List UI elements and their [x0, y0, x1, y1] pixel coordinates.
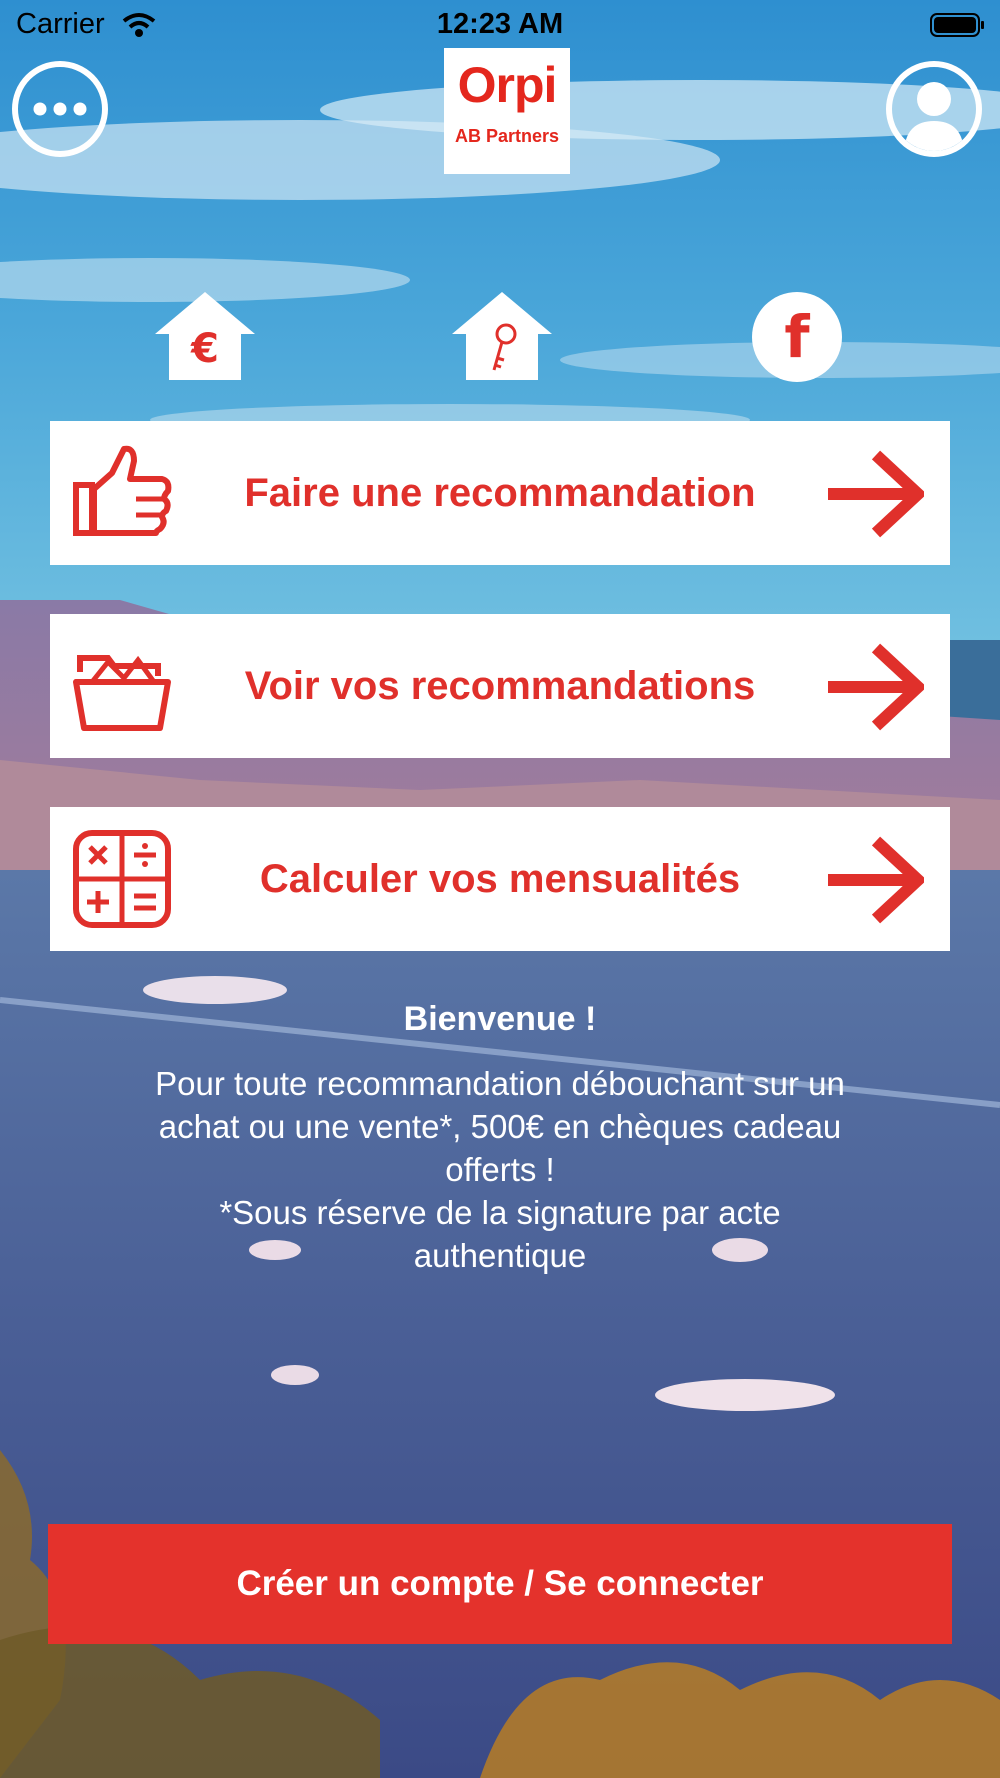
welcome-text — [150, 1062, 850, 1277]
user-avatar-icon — [892, 67, 976, 151]
clock: 12:23 AM — [436, 8, 564, 40]
arrow-right-icon — [824, 642, 924, 732]
orpi-logo — [444, 48, 570, 174]
thumbs-up-icon — [72, 443, 172, 543]
view-recommendations-label: Voir vos recommandations — [244, 664, 756, 708]
create-account-login-button[interactable]: Créer un compte / Se connecter — [48, 1524, 952, 1644]
more-menu-button[interactable] — [12, 61, 108, 157]
make-recommendation-button[interactable] — [50, 421, 950, 565]
facebook-icon: f — [784, 303, 810, 371]
more-dots-icon — [30, 101, 90, 117]
welcome-disclaimer-text: *Sous réserve de la signature par acte authentique — [219, 1194, 781, 1274]
logo-brand: Orpi — [457, 57, 557, 113]
make-recommendation-label: Faire une recommandation — [244, 471, 756, 515]
house-euro-icon[interactable] — [153, 290, 257, 382]
house-key-icon[interactable] — [450, 290, 554, 382]
logo-agency: AB Partners — [454, 126, 560, 146]
carrier-label: Carrier — [16, 8, 105, 40]
welcome-offer-text: Pour toute recommandation débouchant sur un achat ou une vente*, 500€ en chèques cadeau offerts ! — [155, 1065, 845, 1188]
calculate-payments-label: Calculer vos mensualités — [259, 857, 741, 901]
welcome-title: Bienvenue ! — [403, 1000, 597, 1038]
profile-button[interactable] — [886, 61, 982, 157]
status-bar — [0, 0, 1000, 50]
calculator-icon — [72, 829, 172, 929]
arrow-right-icon — [824, 835, 924, 925]
svg-text:€: € — [191, 326, 219, 372]
facebook-button[interactable] — [752, 292, 842, 382]
arrow-right-icon — [824, 449, 924, 539]
view-recommendations-button[interactable] — [50, 614, 950, 758]
calculate-payments-button[interactable] — [50, 807, 950, 951]
battery-icon — [930, 12, 986, 38]
open-folder-icon — [72, 636, 172, 736]
